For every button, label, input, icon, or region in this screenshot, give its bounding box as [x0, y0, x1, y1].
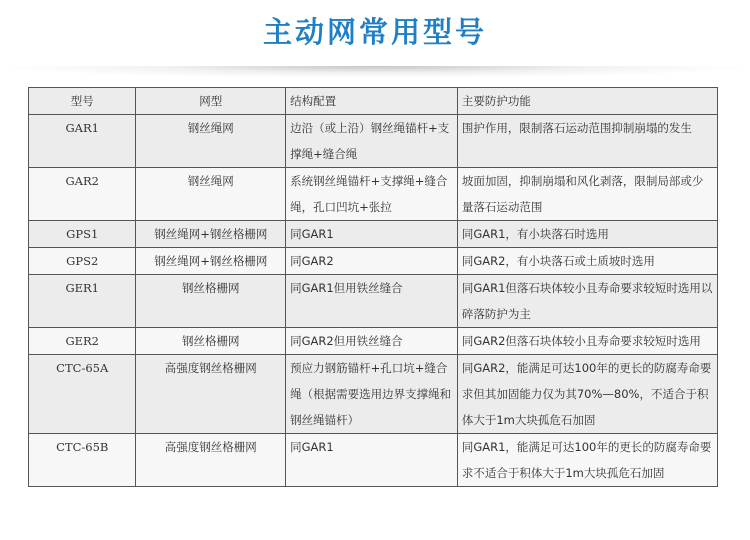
- cell-function: 同GAR2，能满足可达100年的更长的防腐寿命要求但其加固能力仅为其70%—80%，不适合于积体大于1m大块孤危石加固: [457, 355, 717, 434]
- title-divider: [0, 66, 750, 78]
- cell-model: GER2: [29, 328, 136, 355]
- cell-structure: 边沿（或上沿）钢丝绳锚杆+支撑绳+缝合绳: [286, 115, 458, 168]
- header-function: 主要防护功能: [457, 88, 717, 115]
- table-row: [29, 248, 718, 275]
- cell-structure: 预应力钢筋锚杆+孔口坑+缝合绳（根据需要选用边界支撑绳和钢丝绳锚杆）: [286, 355, 458, 434]
- cell-function: 同GAR1但落石块体较小且寿命要求较短时选用以碎落防护为主: [457, 275, 717, 328]
- cell-model: CTC-65B: [29, 434, 136, 487]
- cell-structure: 同GAR1但用铁丝缝合: [286, 275, 458, 328]
- cell-structure: 系统钢丝绳锚杆+支撑绳+缝合绳，孔口凹坑+张拉: [286, 168, 458, 221]
- cell-function: 同GAR1，能满足可达100年的更长的防腐寿命要求不适合于积体大于1m大块孤危石加固: [457, 434, 717, 487]
- cell-net-type: 高强度钢丝格栅网: [136, 355, 286, 434]
- table-row: [29, 275, 718, 328]
- table-row: [29, 168, 718, 221]
- cell-model: GPS2: [29, 248, 136, 275]
- table-row: [29, 115, 718, 168]
- page-title: 主动网常用型号: [262, 15, 487, 49]
- cell-function: 同GAR2但落石块体较小且寿命要求较短时选用: [457, 328, 717, 355]
- cell-function: 同GAR1，有小块落石时选用: [457, 221, 717, 248]
- cell-model: GAR2: [29, 168, 136, 221]
- header-net-type: 网型: [136, 88, 286, 115]
- cell-structure: 同GAR2但用铁丝缝合: [286, 328, 458, 355]
- cell-function: 围护作用，限制落石运动范围抑制崩塌的发生: [457, 115, 717, 168]
- cell-net-type: 钢丝格栅网: [136, 328, 286, 355]
- header-structure: 结构配置: [286, 88, 458, 115]
- cell-model: CTC-65A: [29, 355, 136, 434]
- cell-net-type: 钢丝格栅网: [136, 275, 286, 328]
- cell-net-type: 钢丝绳网+钢丝格栅网: [136, 248, 286, 275]
- cell-net-type: 钢丝绳网: [136, 115, 286, 168]
- cell-net-type: 钢丝绳网+钢丝格栅网: [136, 221, 286, 248]
- cell-structure: 同GAR1: [286, 221, 458, 248]
- cell-model: GPS1: [29, 221, 136, 248]
- header-model: 型号: [29, 88, 136, 115]
- cell-structure: 同GAR2: [286, 248, 458, 275]
- cell-net-type: 高强度钢丝格栅网: [136, 434, 286, 487]
- cell-function: 坡面加固，抑制崩塌和风化剥落，限制局部或少量落石运动范围: [457, 168, 717, 221]
- cell-net-type: 钢丝绳网: [136, 168, 286, 221]
- table-row: [29, 328, 718, 355]
- cell-model: GAR1: [29, 115, 136, 168]
- model-table: [28, 87, 718, 487]
- table-header-row: [29, 88, 718, 115]
- table-row: [29, 434, 718, 487]
- cell-structure: 同GAR1: [286, 434, 458, 487]
- table-row: [29, 355, 718, 434]
- cell-function: 同GAR2，有小块落石或土质坡时选用: [457, 248, 717, 275]
- cell-model: GER1: [29, 275, 136, 328]
- table-row: [29, 221, 718, 248]
